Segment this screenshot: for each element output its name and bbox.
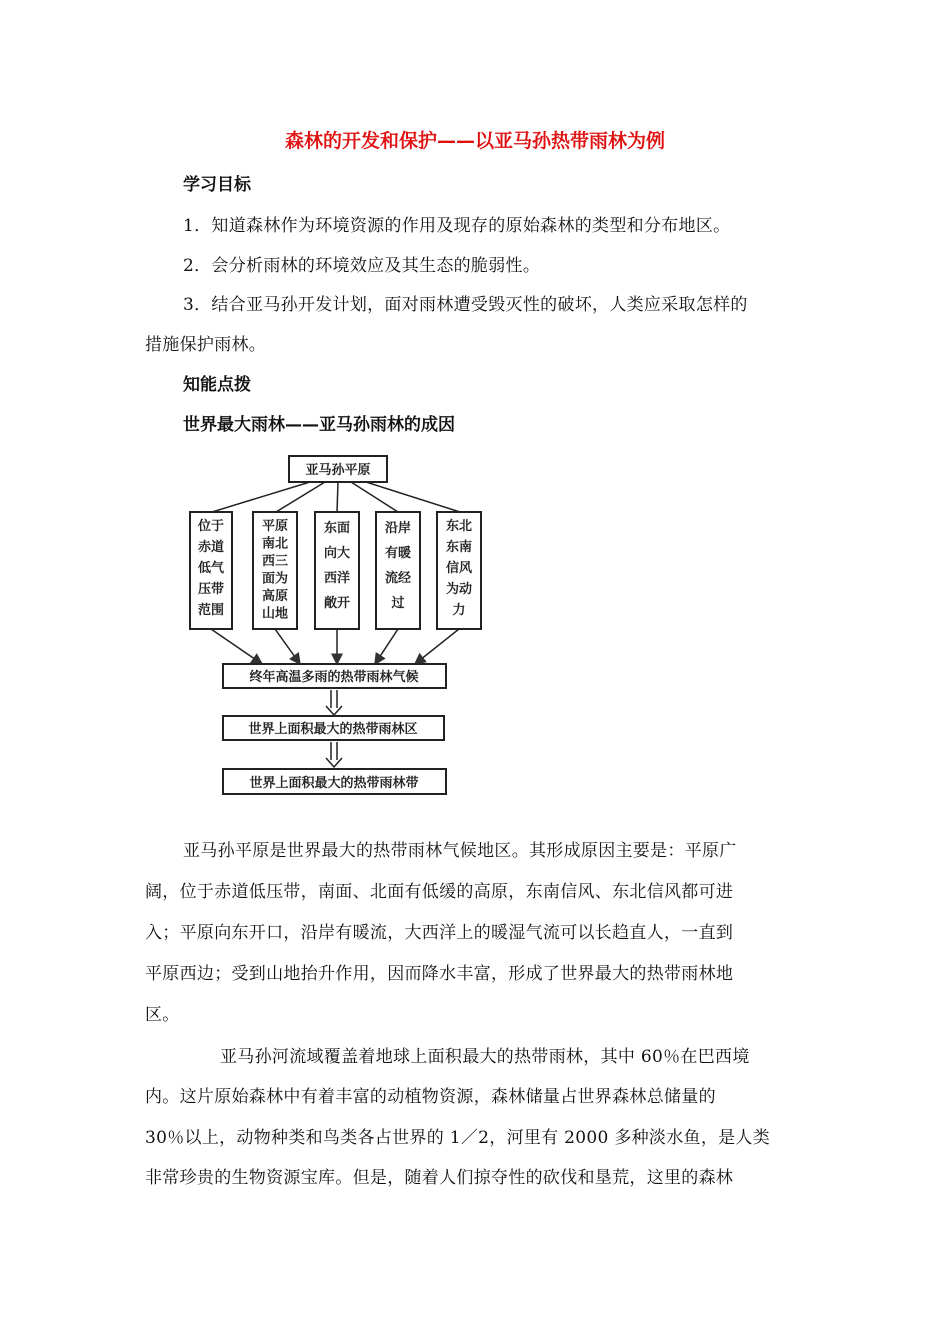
cause-2-line-1: 平原: [261, 519, 289, 534]
page-title: 森林的开发和保护——以亚马孙热带雨林为例: [284, 130, 665, 152]
cause-2-line-2: 南北: [261, 536, 289, 552]
cause-5-line-4: 为动: [445, 582, 473, 597]
para2-line-2: 内。这片原始森林中有着丰富的动植物资源，森林储量占世界森林总储量的: [145, 1087, 716, 1107]
cause-4-line-1: 沿岸: [384, 521, 412, 536]
objectives-heading: 学习目标: [183, 175, 251, 195]
para1-line-4: 平原西边；受到山地抬升作用，因而降水丰富，形成了世界最大的热带雨林地: [145, 964, 734, 984]
knowledge-subheading: 世界最大雨林——亚马孙雨林的成因: [183, 415, 455, 435]
para1-line-2: 阔，位于赤道低压带，南面、北面有低缓的高原，东南信风、东北信风都可进: [145, 882, 734, 902]
objective-item-2: 2．会分析雨林的环境效应及其生态的脆弱性。: [183, 256, 541, 276]
cause-2-line-6: 山地: [261, 606, 289, 622]
para1-line-5: 区。: [145, 1005, 180, 1025]
cause-3-line-3: 西洋: [323, 571, 351, 586]
cause-1-line-3: 低气: [197, 561, 225, 576]
cause-4-line-3: 流经: [384, 571, 412, 586]
cause-2-line-3: 西三: [261, 554, 289, 569]
result-label-3: 世界上面积最大的热带雨林带: [249, 776, 419, 791]
cause-1-line-5: 范围: [197, 603, 225, 618]
para2-line-1: 亚马孙河流域覆盖着地球上面积最大的热带雨林，其中 60％在巴西境: [220, 1047, 750, 1067]
cause-1-line-4: 压带: [197, 582, 225, 597]
objective-item-3: 3．结合亚马孙开发计划，面对雨林遭受毁灭性的破坏，人类应采取怎样的: [183, 295, 748, 315]
cause-2-line-5: 高原: [261, 589, 289, 604]
result-label-2: 世界上面积最大的热带雨林区: [248, 722, 418, 737]
cause-5-line-2: 东南: [445, 540, 473, 555]
diagram-top-label: 亚马孙平原: [305, 463, 371, 478]
cause-1-line-1: 位于: [197, 519, 225, 534]
cause-5-line-3: 信风: [445, 561, 473, 576]
cause-3-line-4: 敞开: [323, 596, 351, 611]
cause-3-line-2: 向大: [323, 546, 351, 561]
cause-4-line-2: 有暖: [384, 546, 412, 561]
cause-4-line-4: 过: [391, 596, 405, 611]
cause-5-line-5: 力: [452, 603, 466, 618]
result-label-1: 终年高温多雨的热带雨林气候: [249, 670, 419, 685]
para2-line-4: 非常珍贵的生物资源宝库。但是，随着人们掠夺性的砍伐和垦荒，这里的森林: [145, 1168, 734, 1188]
cause-2-line-4: 面为: [261, 571, 289, 587]
objective-item-3-cont: 措施保护雨林。: [145, 335, 267, 355]
para2-line-3: 30％以上，动物种类和鸟类各占世界的 1／2，河里有 2000 多种淡水鱼，是人类: [145, 1128, 771, 1148]
knowledge-heading: 知能点拨: [183, 375, 251, 395]
cause-3-line-1: 东面: [323, 521, 351, 536]
objective-item-1: 1．知道森林作为环境资源的作用及现存的原始森林的类型和分布地区。: [183, 216, 731, 236]
cause-1-line-2: 赤道: [197, 540, 225, 555]
para1-line-3: 入；平原向东开口，沿岸有暖流，大西洋上的暖湿气流可以长趋直人，一直到: [145, 923, 734, 943]
cause-5-line-1: 东北: [445, 519, 473, 534]
para1-line-1: 亚马孙平原是世界最大的热带雨林气候地区。其形成原因主要是：平原广: [183, 841, 737, 861]
